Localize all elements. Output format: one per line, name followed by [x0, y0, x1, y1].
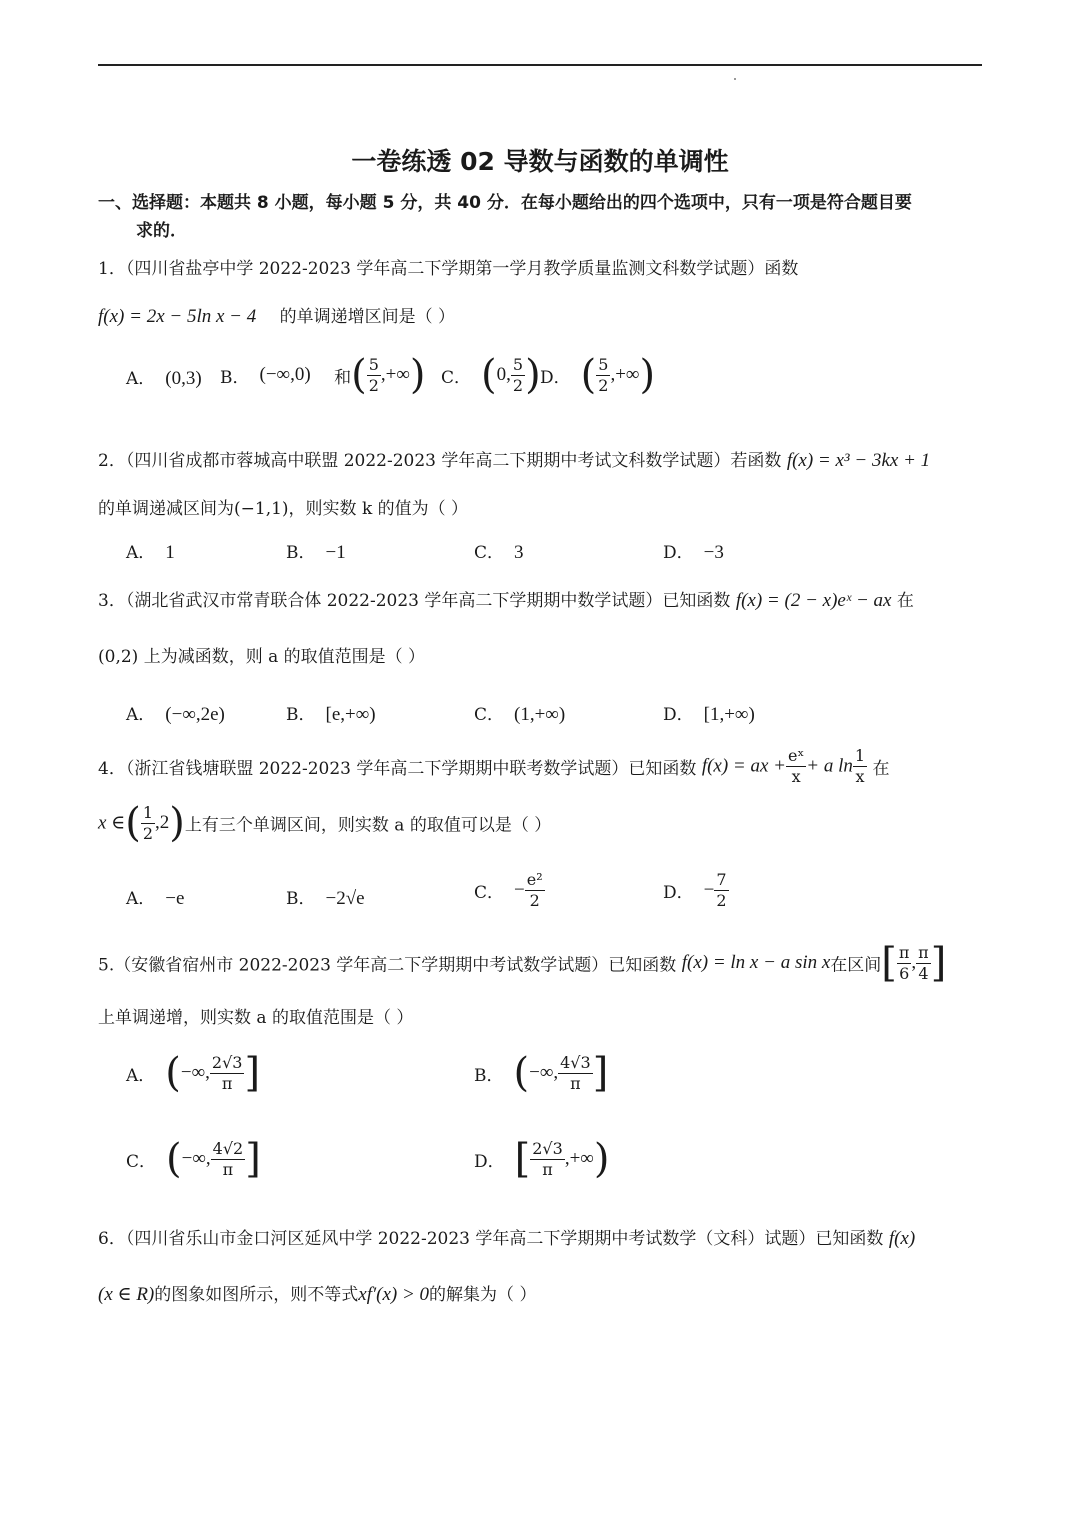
q2-option-d[interactable]: D． −3	[663, 542, 724, 563]
fraction: $\frac{1}{2}$	[142, 802, 154, 843]
q6-text: 的图象如图所示，则不等式	[154, 1285, 359, 1305]
q6-line-2	[98, 1280, 536, 1306]
q1-option-a[interactable]	[126, 364, 202, 390]
fraction: $\frac{\pi}{6}$	[898, 942, 910, 983]
fraction: $\frac{5}{2}$	[512, 354, 524, 395]
option-and: 和	[334, 367, 352, 388]
header-rule	[98, 64, 982, 66]
option-label: A．	[126, 369, 156, 389]
q5-source: 5.（安徽省宿州市 2022-2023 学年高二下学期期中考试数学试题）已知函数	[98, 955, 677, 976]
q1-function: f(x) = 2x − 5ln x − 4	[98, 306, 257, 327]
q2-line-2: 的单调递减区间为(−1,1)，则实数 k 的值为（ ）	[98, 499, 469, 519]
q2-option-b[interactable]: B． −1	[286, 542, 346, 563]
q5-option-d[interactable]: D． [ $\frac{2√3}{\pi}$ ,+∞)	[474, 1136, 610, 1182]
q1-option-c[interactable]: C． (0, $\frac{5}{2}$ )	[441, 352, 541, 398]
option-label: C．	[441, 367, 472, 388]
q6-line-1	[98, 1224, 915, 1250]
q5-line-1: 5.（安徽省宿州市 2022-2023 学年高二下学期期中考试数学试题）已知函数 f(x) = ln x − a sin x在区间[ $\frac{\pi}{6}$ , $\frac{\pi}{4}$ ]	[98, 940, 947, 986]
q2-line-1	[98, 446, 930, 472]
q2-function: f(x) = x³ − 3kx + 1	[786, 450, 931, 471]
q3-line-2: (0,2) 上为减函数，则 a 的取值范围是（ ）	[98, 647, 426, 667]
fraction: $\frac{1}{x}$	[854, 746, 866, 786]
q3-line-1	[98, 586, 914, 612]
q5-tail: 在区间	[830, 955, 882, 976]
q3-tail: 在	[896, 591, 914, 611]
option-value: (−∞,0)	[259, 364, 311, 385]
q5-option-c[interactable]: C． (−∞, $\frac{4√2}{\pi}$ ]	[126, 1136, 261, 1182]
section-heading	[98, 189, 988, 245]
q2-option-c[interactable]: C． 3	[474, 542, 524, 563]
q4-line-1: 4．（浙江省钱塘联盟 2022-2023 学年高二下学期期中联考数学试题）已知函数 f(x) = ax + $\frac{\text{eˣ}}{x}$ + a ln $\frac{1}{x}$ 在	[98, 746, 890, 786]
fraction: $\frac{7}{2}$	[716, 870, 727, 910]
q4-tail: 在	[872, 759, 890, 779]
q4-option-b[interactable]: B． −2√e	[286, 888, 365, 909]
q3-option-b[interactable]: B． [e,+∞)	[286, 704, 376, 725]
section-line-1: 一、选择题：本题共 8 小题，每小题 5 分，共 40 分．在每小题给出的四个选项中，只有一项是符合题目要	[98, 193, 912, 213]
fraction: $\frac{\text{e²}}{2}$	[526, 870, 543, 910]
q4-source: 4．（浙江省钱塘联盟 2022-2023 学年高二下学期期中联考数学试题）已知函数	[98, 759, 697, 779]
fraction: $\frac{\text{eˣ}}{x}$	[788, 746, 805, 786]
q1-line-2	[98, 302, 455, 328]
q1-question: 的单调递增区间是（ ）	[279, 307, 456, 327]
q5-function: f(x) = ln x − a sin x	[681, 952, 831, 973]
q3-option-a[interactable]: A． (−∞,2e)	[126, 704, 225, 725]
q1-line-1: 1．（四川省盐亭中学 2022-2023 学年高二下学期第一学月教学质量监测文科数学试题）函数	[98, 259, 799, 279]
q6-source: 6．（四川省乐山市金口河区延风中学 2022-2023 学年高二下学期期中考试数学（文科）试题）已知函数	[98, 1229, 884, 1249]
q6-domain: (x ∈ R)	[98, 1284, 155, 1305]
fraction: $\frac{5}{2}$	[368, 354, 379, 395]
q1-option-d[interactable]: D． ( $\frac{5}{2}$ ,+∞)	[540, 352, 656, 398]
q3-option-c[interactable]: C． (1,+∞)	[474, 704, 566, 725]
q1-option-b[interactable]: B． (−∞,0) 和( $\frac{5}{2}$ ,+∞)	[220, 352, 426, 398]
q5-option-b[interactable]: B． (−∞, $\frac{4√3}{\pi}$ ]	[474, 1050, 609, 1096]
q2-source: 2．（四川省成都市蓉城高中联盟 2022-2023 学年高二下期期中考试文科数学试题）若函数	[98, 451, 782, 471]
section-line-2: 求的．	[136, 221, 187, 241]
option-label: B．	[220, 367, 250, 388]
q5-line-2: 上单调递增，则实数 a 的取值范围是（ ）	[98, 1008, 414, 1028]
q5-option-a[interactable]: A． (−∞, $\frac{2√3}{\pi}$ ]	[126, 1050, 261, 1096]
q4-function: f(x) = ax +	[701, 755, 787, 777]
option-value: (0,3)	[165, 368, 202, 389]
q2-option-a[interactable]: A． 1	[126, 542, 175, 563]
q4-option-c[interactable]: C． − $\frac{\text{e²}}{2}$	[474, 870, 543, 910]
q6-function: f(x)	[888, 1228, 916, 1249]
q4-question: 上有三个单调区间，则实数 a 的取值可以是（ ）	[184, 815, 552, 836]
q4-option-d[interactable]: D． − $\frac{7}{2}$	[663, 870, 727, 910]
q3-option-d[interactable]: D． [1,+∞)	[663, 704, 755, 725]
speck	[734, 78, 736, 80]
q3-source: 3．（湖北省武汉市常青联合体 2022-2023 学年高二下学期期中数学试题）已知函数	[98, 591, 731, 611]
q6-inequality: xf′(x) > 0	[358, 1284, 430, 1305]
q6-tail: 的解集为（ ）	[429, 1285, 537, 1305]
fraction: $\frac{\pi}{4}$	[918, 942, 929, 983]
q4-line-2: x ∈( $\frac{1}{2}$ ,2)上有三个单调区间，则实数 a 的取值可以是（ ）	[98, 800, 552, 846]
q4-option-a[interactable]: A． −e	[126, 888, 185, 909]
q3-function: f(x) = (2 − x)eˣ − ax	[735, 590, 892, 611]
page-title: 一卷练透 02 导数与函数的单调性	[351, 147, 729, 176]
fraction: $\frac{5}{2}$	[598, 354, 609, 395]
option-label: D．	[540, 367, 571, 388]
